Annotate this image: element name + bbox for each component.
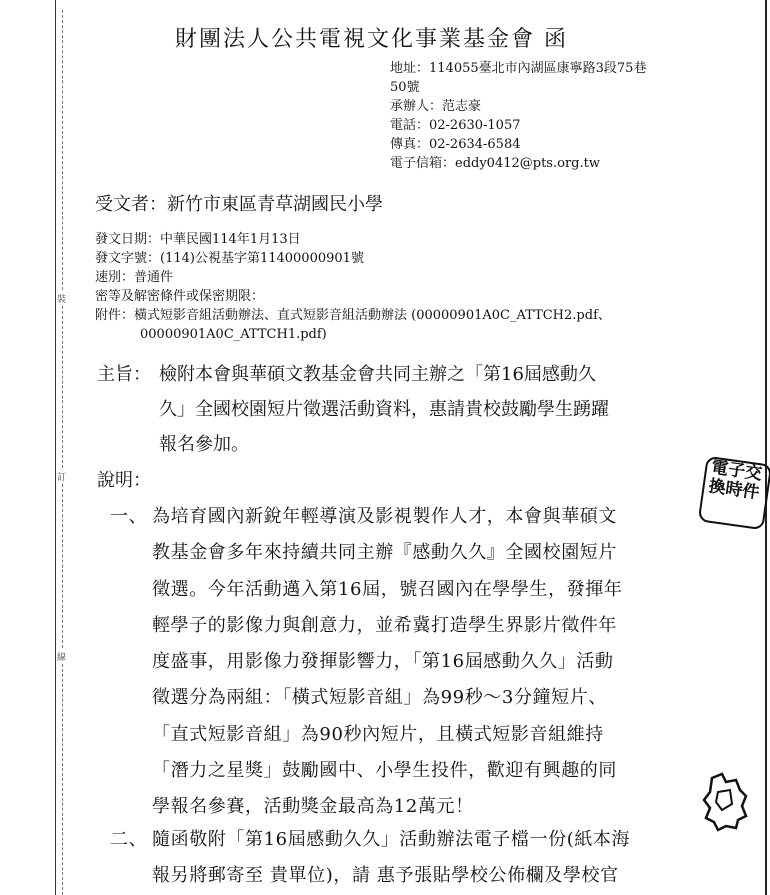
subject-line: 檢附本會與華碩文教基金會共同主辦之「第16屆感動久 (159, 364, 596, 385)
stamp-text: 電子交換時件 (707, 457, 764, 504)
sender-fax: 傳真：02-2634-6584 (390, 137, 521, 152)
electronic-exchange-stamp (695, 453, 770, 532)
delivery-speed: 速別：普通件 (95, 270, 174, 285)
item-line: 為培育國內新銳年輕導演及影視製作人才，本會與華碩文 (152, 506, 617, 527)
binding-line-middle (62, 306, 64, 468)
attachments-line2: 00000901A0C_ATTCH1.pdf) (140, 327, 327, 342)
item-number: 一、 (110, 506, 148, 527)
binding-line-top (62, 10, 64, 290)
sender-address-line1: 地址：114055臺北市內湖區康寧路3段75巷 (390, 61, 647, 76)
subject-line: 久」全國校園短片徵選活動資料，惠請貴校鼓勵學生踴躍 (159, 399, 609, 420)
item-line: 「潛力之星獎」鼓勵國中、小學生投件，歡迎有興趣的同 (152, 760, 617, 782)
sender-email: 電子信箱：eddy0412@pts.org.tw (390, 156, 600, 171)
subject-line: 報名參加。 (159, 434, 249, 455)
attachments-line1: 附件：橫式短影音組活動辦法、直式短影音組活動辦法 (00000901A0C_ATTCH2.pdf、 (95, 308, 611, 323)
binding-line-bottom (62, 664, 64, 895)
item-line: 輕學子的影像力與創意力，並希冀打造學生界影片徵件年 (152, 614, 617, 636)
item-number: 二、 (110, 829, 148, 850)
issue-date: 發文日期：中華民國114年1月13日 (95, 232, 301, 247)
sender-address-line2: 50號 (390, 80, 420, 95)
binding-mark-zhuang: 裝 (57, 295, 67, 305)
item-line: 「直式短影音組」為90秒內短片，且橫式短影音組維持 (152, 723, 604, 745)
sender-phone: 電話：02-2630-1057 (390, 118, 521, 133)
document-title: 財團法人公共電視文化事業基金會 函 (175, 27, 568, 52)
document-meta (95, 230, 665, 344)
item-line: 隨函敬附「第16屆感動久久」活動辦法電子檔一份(紙本海 (152, 829, 631, 850)
recipient: 受文者：新竹市東區青草湖國民小學 (95, 194, 383, 215)
sender-handler: 承辦人：范志豪 (390, 99, 482, 114)
subject-section (97, 357, 667, 462)
item-line: 報另將郵寄至 貴單位)，請 惠予張貼學校公佈欄及學校官 (152, 865, 619, 887)
subject-label: 主旨： (97, 364, 151, 385)
secrecy-level: 密等及解密條件或保密期限： (95, 289, 265, 304)
item-line: 教基金會多年來持續共同主辦『感動久久』全國校園短片 (152, 542, 617, 564)
description-item-2 (110, 822, 666, 895)
seal-icon (702, 770, 748, 832)
item-line: 徵選。今年活動邁入第16屆，號召國內在學學生，發揮年 (152, 578, 623, 600)
binding-line-lower (62, 484, 64, 648)
document-number: 發文字號：(114)公視基字第11400000901號 (95, 251, 364, 266)
binding-mark-xian: 線 (57, 653, 67, 663)
description-item-1 (110, 499, 666, 826)
description-label: 說明： (97, 470, 151, 491)
item-line: 學報名參賽，活動獎金最高為12萬元！ (152, 796, 474, 818)
sender-info (390, 59, 680, 173)
item-line: 徵選分為兩組：「橫式短影音組」為99秒～3分鐘短片、 (152, 687, 607, 709)
item-line: 度盛事，用影像力發揮影響力，「第16屆感動久久」活動 (152, 651, 614, 673)
binding-mark-ding: 訂 (57, 473, 67, 483)
